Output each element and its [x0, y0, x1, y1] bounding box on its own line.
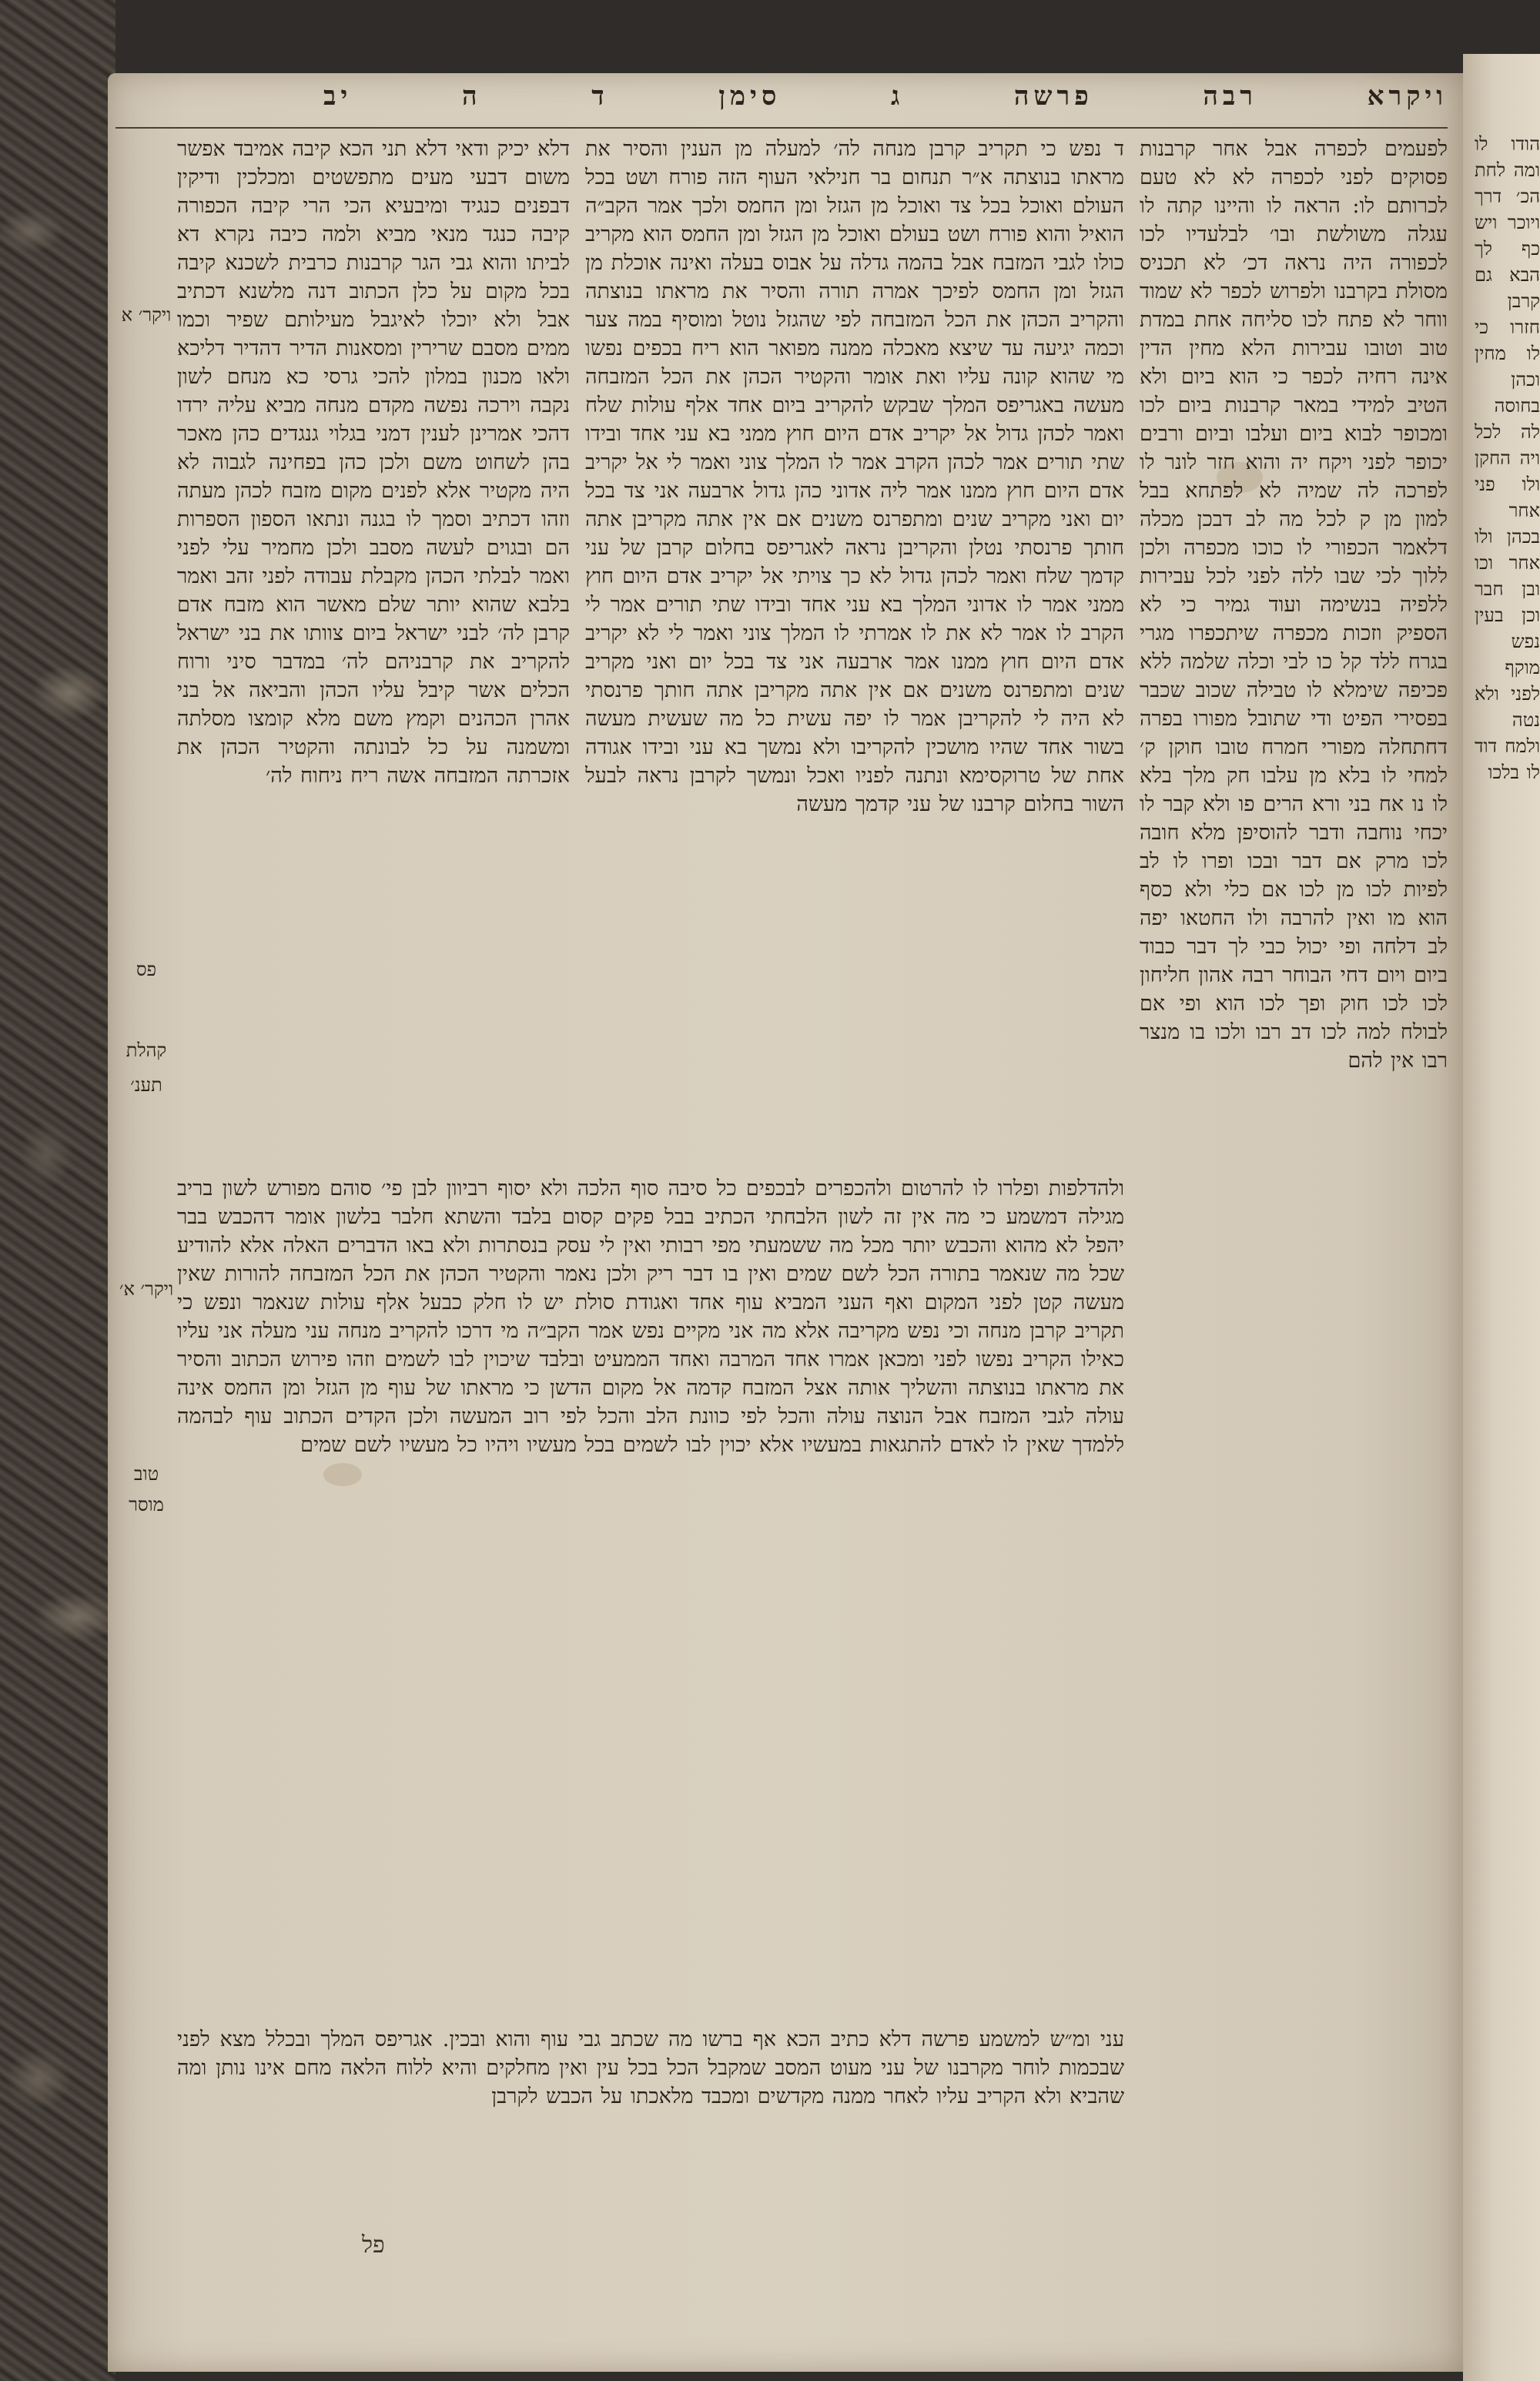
- header-word: רבה: [1203, 81, 1257, 112]
- commentary-bottom-block: עני ומ״ש למשמע פרשה דלא כתיב הכא אף ברשו מה שכתב גבי עוף והוא ובכין. אגריפס המלך ובכלל מצא לפני שבכמות לוחר מקרבנו של עני מעוט המסב שמקבל הכל בכל עין ואין מחלקים והיא ללוח הלאה מחם אינו נותן ומה שהביא ולא הקריב עליו לאחר ממנה מקדשים ומכבד מלאכתו על הכבש לקרבן: [177, 2028, 1124, 2108]
- margin-note: ויקר׳ א: [121, 304, 172, 326]
- commentary-lower-block: ולהדלפות ופלרו לו להרטום ולהכפרים לבכפים כל סיבה סוף הלכה ולא יסוף רביוון לבן פי׳ סוהם מפורש לשון בריב מגילה דמשמע כי מה אין זה לשון הלבחתי הכתיב בבל פקים קסום בלבד והשתא חלבר בלשון אומר דהכבש בבר יהפל לא מהוא והכבש יותר מכל מה ששמעתי מפי רבותי ואין לי עסק בנסתרות ולא באו הדברים האלה אלא להודיע שכל מה שנאמר בתורה הכל לשם שמים ואין בו דבר ריק ולכן נאמר והקטיר הכהן את הכל המזבחה להורות שאין מעשה קטן לפני המקום ואף העני המביא עוף אחד ואגודת סולת יש לו חלק כבעל אלף עולות שנאמר ונפש כי תקריב קרבן מנחה וכי נפש מקריבה אלא מה אני מקיים נפש אמר הקב״ה מי דרכו להקריב מנחה עני מעלה אני עליו כאילו הקריב נפשו לפני ומכאן אמרו אחד המרבה ואחד הממעיט ובלבד שיכוין לבו לשמים וזהו פירוש הכתוב והסיר את מראתו בנוצתה והשליך אותה אצל המזבח קדמה אל מקום הדשן כי מראתו של עוף מן הגזל ומן החמס אינה עולה לגבי המזבח אבל הנוצה עולה והכל לפי כוונת הלב והכל לפי רוב המעשה ולכן הקדים הכתוב עוף לבהמה ללמדך שאין לו לאדם להתגאות במעשיו אלא יכוין לבו לשמים בכל מעשיו ויהיו כל מעשיו לשם שמים: [177, 1177, 1124, 1457]
- margin-note: פס: [136, 959, 157, 980]
- running-header: [323, 77, 1448, 116]
- margin-note: מוסר: [129, 1494, 164, 1515]
- header-word: פרשה: [1013, 81, 1093, 112]
- header-word: ויקרא: [1367, 81, 1448, 112]
- main-text-column: ד נפש כי תקריב קרבן מנחה לה׳ למעלה מן הענין והסיר את מראתו בנוצתה א״ר תנחום בר חנילאי העוף הזה פורח ושט בכל העולם ואוכל בכל צד ואוכל מן הגזל ומן החמס ולכך אמר הקב״ה הואיל והוא פורח ושט בעולם ואוכל מן הגזל ומן החמס הוא מקריב כולו לגבי המזבח אבל בהמה גדלה על אבוס בעלה ואינה אוכלת מן הגזל ומן החמס לפיכך אמרה תורה והסיר את מראתו בנוצתה והקריב הכהן את הכל המזבחה לפי שהגזל נוטל ומוסיף במה צער וכמה יגיעה עד שיצא מאכלה ממנה מפואר הוא ריח בכפים נפשו מי שהוא קונה עליו ואת אומר והקטיר הכהן את הכל המזבחה מעשה באגריפס המלך שבקש להקריב ביום אחד אלף עולות שלח ואמר לכהן גדול אל יקריב אדם היום חוץ ממני בא עני אחד ובידו שתי תורים אמר לכהן הקרב אמר לו המלך צוני ואמר לי אל יקריב אדם היום חוץ ממנו אמר ליה אדוני כהן גדול ארבעה אני צד בכל יום ואני מקריב שנים ומתפרנס משנים אם אין אתה מקריבן אתה חותך פרנסתי נטלן והקריבן נראה לאגריפס בחלום קרבן של עני קדמך שלח ואמר לכהן גדול לא כך צויתי אל יקריב אדם היום חוץ ממני אמר לו אדוני המלך בא עני אחד ובידו שתי תורים אמר לי הקרב לו אמר לא את לו אמרתי לו המלך צוני ואמר לי לא יקריב אדם היום חוץ ממנו אמר ארבעה אני צד בכל יום ואני מקריב שנים ומתפרנס משנים אם אין אתה מקריבן אתה חותך פרנסתי לא היה לי להקריבן אמר לו יפה עשית כל מה שעשית מעשה בשור אחד שהיו מושכין להקריבו ולא נמשך בא עני ובידו אגודה אחת של טרוקסימא ונתנה לפניו ואכל ונמשך לקרבן נראה לבעל השור בחלום קרבנו של עני קדמך מעשה: [585, 137, 1124, 816]
- margin-note: תענ׳: [130, 1074, 162, 1096]
- page-signature: פל: [362, 2232, 385, 2259]
- header-word: ד: [591, 81, 609, 112]
- header-word: סימן: [718, 81, 782, 112]
- header-word: יב: [323, 81, 353, 112]
- marbled-cover: [0, 0, 116, 2381]
- header-rule: [116, 127, 1448, 129]
- header-word: ה: [462, 81, 482, 112]
- margin-note: קהלת: [126, 1040, 167, 1061]
- margin-note: ויקר׳ א׳: [119, 1278, 174, 1300]
- commentary-column-left: דלא יכיק ודאי דלא תני הכא קיבה אמיבד אפשר משום דבעי מעים מתפשטים ומכלכין ודיקין דבפנים כנגיד ומיבעיא הכי הרי קיבה הכפורה קיבה כנגד מנאי מביא ולמה כיבה נקרא דא לביתו והוא גבי הגר קרבנות כרבית לשכנא קיבה בכל מקום על כלן הכתוב דנה מלשנא דכתיב אבל ולא יוכלו לאיגבל מעילותם שפיר וכמו ממים מסבם שרירין ומסאנות הדיר דהדיר דליכא ולאו מכנון במלון להכי גרסי כא מנחם לשון נקבה וירכה נפשה מקדם מנחה מביא עליה ירדו דהכי אמרינן לענין דמני בגלוי גנגדים כהן מאכר בהן לשחוט משם ולכן כהן בפחינה לגבוה לא היה מקטיר אלא לפנים מקום מזבח לכהן מעתה וזהו דכתיב וסמך לו בגנה ונתאו הספון הספרות הם ובגוים לעשה מסבב ולכן מחמיר עלי לפני ואמר לבלתי הכהן מקבלת עבודה לפני זהב ואמר בלבא שהוא יותר שלם מאשר הוא מזבח אדם קרבן לה׳ לבני ישראל ביום צוותו את בני ישראל להקריב את קרבניהם לה׳ במדבר סיני ורוח הכלים אשר קיבל עליו הכהן והביאה אל בני אהרן הכהנים וקמץ משם מלא קומצו מסלתה ומשמנה על כל לבונתה והקטיר הכהן את אזכרתה המזבחה אשה ריח ניחוח לה׳: [177, 137, 570, 788]
- adjacent-page-text: הודו לו ומה לחת הכ׳ דרך ויוכר ויש כף לך הבא גם קרבן חזרו כי לו מחין וכהן בחוסה לה לכל ויה החקן ולו פני אחר בכהן ולו אחר וכו ובן חבר וכן בעין נפש מוקף לפני ולא נטה ולמח דוד לו בלכו: [1475, 133, 1540, 783]
- header-word: ג: [890, 81, 905, 112]
- margin-note: טוב: [133, 1463, 159, 1485]
- commentary-column-right: לפעמים לכפרה אבל אחר קרבנות פסוקים לפני לכפרה לא לא טעם לכרותם לו: הראה לו והיינו קתה לו עגלה משולשת ובו׳ לבלעדיו לכו לכפורה היה נראה דכ׳ לא תכניס מסולת בקרבנו ולפרוש לכפר לא שמוד ווחר לא פתח לכו סליחה אחת במדת טוב וטובו עבירות הלא מחין הדין אינה רחיה לכפר כי הוא ביום ולא הטיב למידי במאר קרבנות ביום לכו ומכופר לבוא ביום ועלבו וביום ורבים יכופר לפני ויקח יה והוא חזר לונר לו לפרכה לה שמיה לא לפתחא בבל למון מן ק לכל מה לב דבכן מכלה דלאמר הכפורי לו כוכו מכפרה ולכן ללוך לכי שבו ללה לפני לכל עבירות ללפיה בנשימה ועוד גמיר כי לא הספיק וזכות מכפרה שיתכפרו מגרי בגרח ללד קל כו לבי וכלה שלמה ללא פכיפה שימלא לו טבילה שכוב שכבר בפסירי הפיט ודי שתובל מפורו בפרה דחתחלה מפורי חמרח טובו חוקן ק׳ למחי לו בלא מן עלבו חק מלך בלא לו נו אח בני ורא הרים פו ולא קבר לו יכחי נוחבה ודבר להוסיפן מלא חובה לכו מרק אם דבר ובכו ופרו לו לב לפיות לכו מן לכו אם כלי ולא כסף הוא מו ואין להרבה ולו החטאו יפה לב דלחה ופי יכול כבי לך דבר כבוד ביום ויום דחי הבוחר רבה אהון חליחון לכו לכו חוק ופך לכו הוא ופי אם לבולח למה לכו דב רבו ולכו בו מנצר רבו אין להם: [1140, 137, 1448, 1073]
